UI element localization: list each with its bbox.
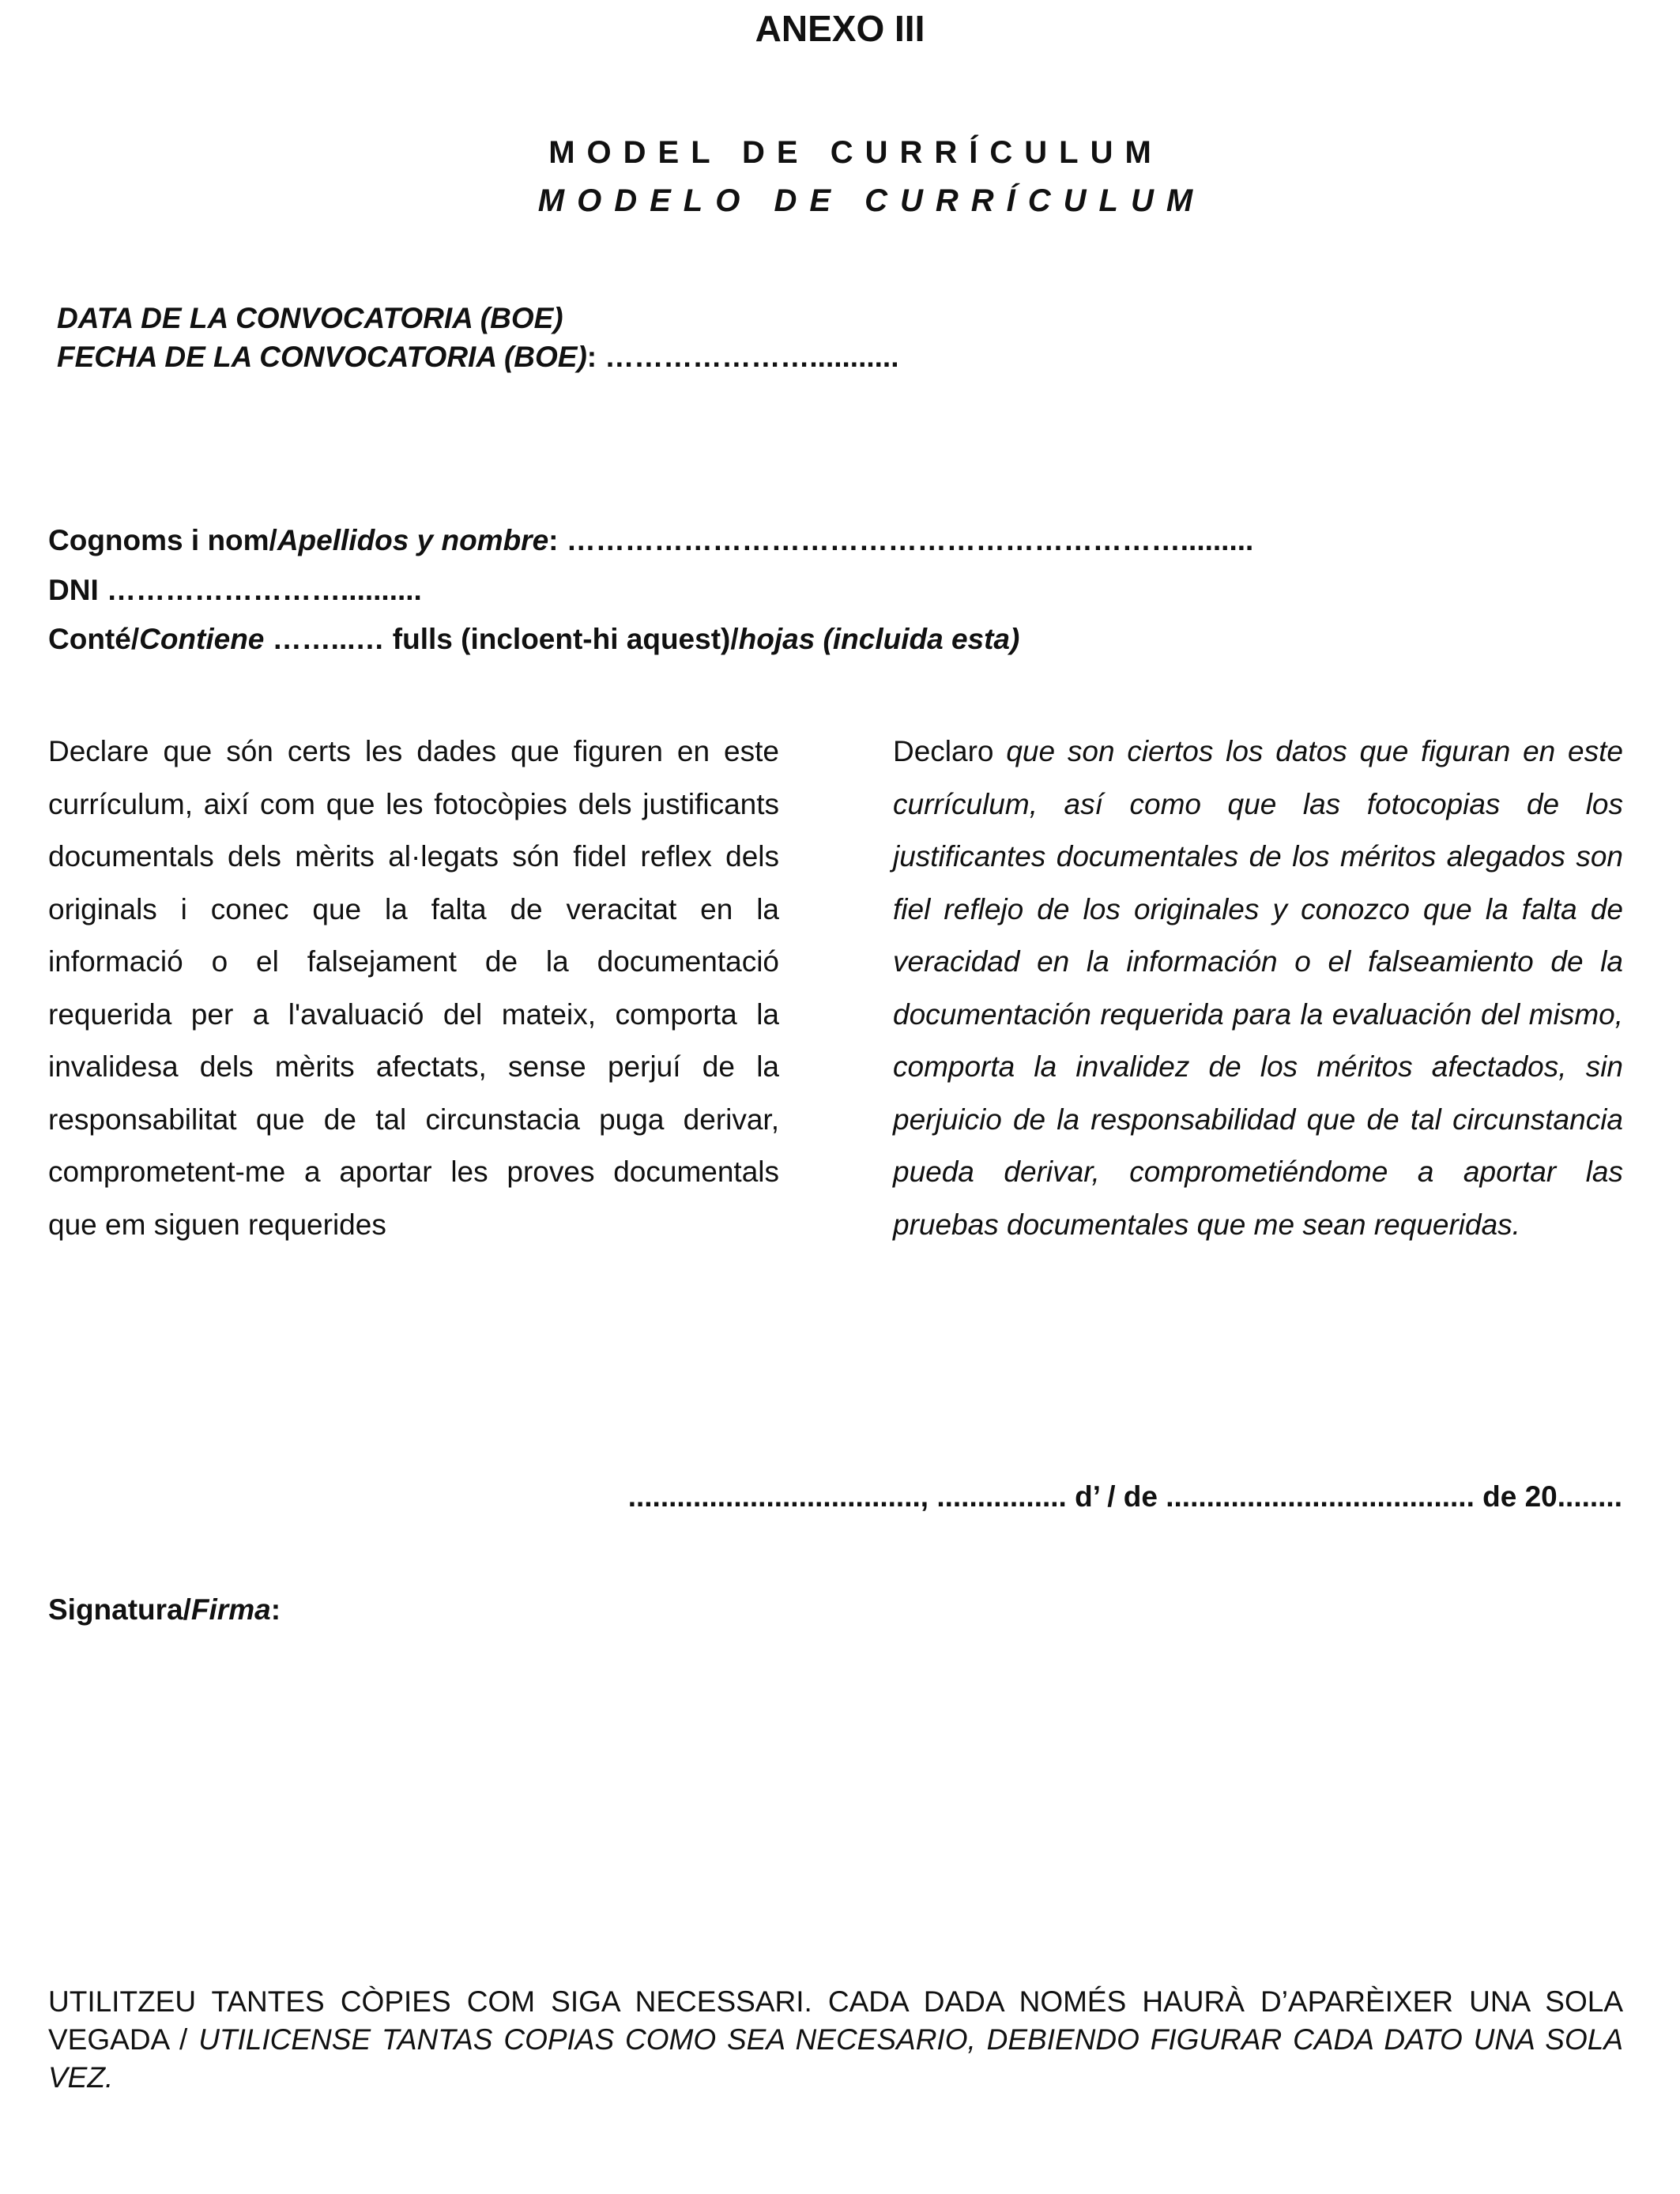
- sheets-count-field[interactable]: ……...…: [264, 623, 385, 655]
- declaration-es-body: que son ciertos los datos que figuran en este currículum, así como que las fotocopias de los justificantes documentales de los méritos alegados son fiel reflejo de los originales y conozco que la falta de veracidad en la información o el falseamiento de la documentación requerida para la evaluación del mismo, comporta la invalidez de los méritos afectados, sin perjuicio de la responsabilidad que de tal circunstancia pueda derivar, comprometiéndome a aportar las pruebas documentales que me sean requeridas.: [893, 735, 1623, 1241]
- contains-label-cat: Conté/: [48, 623, 140, 655]
- dni-label: DNI: [48, 574, 99, 606]
- declaration-es: [893, 726, 1623, 1251]
- convocatoria-date-es: [57, 339, 898, 375]
- signature-label-es: Firma: [190, 1593, 271, 1626]
- signature-label-cat: Signatura/: [48, 1593, 191, 1626]
- name-line: [48, 522, 1253, 559]
- sheets-label-cat: fulls (incloent-hi aquest)/: [384, 623, 739, 655]
- annex-title: ANEXO III: [755, 8, 925, 49]
- convocatoria-date-cat: DATA DE LA CONVOCATORIA (BOE): [57, 302, 563, 334]
- footer-note-cat: UTILITZEU TANTES CÒPIES COM SIGA NECESSARI. CADA DADA NOMÉS HAURÀ D’APARÈIXER UNA SOLA VEGADA /: [48, 1985, 1623, 2056]
- sheets-line: [48, 621, 1019, 658]
- dni-field[interactable]: ……………………..........: [98, 574, 422, 606]
- model-title-cat: MODEL DE CURRÍCULUM: [548, 135, 1163, 170]
- place-date-field[interactable]: ...................................., ................ d’ / de ...................................... de 20........: [627, 1480, 1622, 1513]
- footer-note: [48, 1983, 1623, 2097]
- convocatoria-date-es-label: FECHA DE LA CONVOCATORIA (BOE): [57, 341, 587, 373]
- footer-note-es: UTILICENSE TANTAS COPIAS COMO SEA NECESARIO, DEBIENDO FIGURAR CADA DATO UNA SOLA VEZ.: [48, 2023, 1623, 2094]
- declaration-cat: Declare que són certs les dades que figuren en este currículum, així com que les fotocòpies dels justificants documentals dels mèrits al·legats són fidel reflex dels originals i conec que la falta de veracitat en la informació o el falsejament de la documentació requerida per a l'avaluació del mateix, comporta la invalidesa dels mèrits afectats, sense perjuí de la responsabilitat que de tal circunstacia puga derivar, comprometent-me a aportar les proves documentals que em siguen requerides: [48, 735, 779, 1241]
- name-field[interactable]: : ……………………………………………………….........: [548, 524, 1254, 556]
- convocatoria-date-field[interactable]: …………………...........: [597, 341, 899, 373]
- dni-line: [48, 572, 422, 609]
- convocatoria-colon: :: [586, 341, 597, 373]
- model-title-es: MODELO DE CURRÍCULUM: [537, 183, 1206, 218]
- sheets-label-es: hojas (incluida esta): [738, 623, 1020, 655]
- contains-label-es: Contiene: [139, 623, 265, 655]
- name-label-es: Apellidos y nombre: [277, 524, 549, 556]
- signature-label: [48, 1592, 281, 1628]
- signature-colon: :: [270, 1593, 281, 1626]
- declaration-es-lead: Declaro: [893, 735, 994, 767]
- name-label-cat: Cognoms i nom/: [48, 524, 277, 556]
